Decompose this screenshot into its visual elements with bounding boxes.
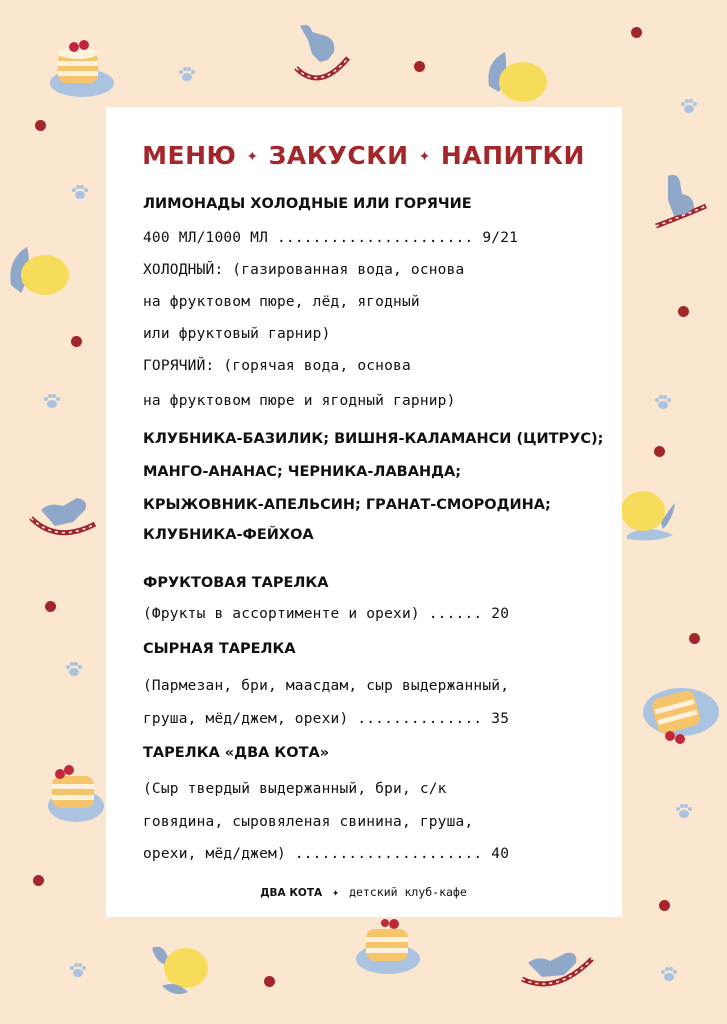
- berry-dot: [659, 900, 670, 911]
- berry-dot: [414, 61, 425, 72]
- berry-dot: [689, 633, 700, 644]
- paw-icon: [660, 966, 678, 982]
- paw-icon: [680, 98, 698, 114]
- title-snacks: ЗАКУСКИ: [268, 141, 409, 170]
- berry-dot: [71, 336, 82, 347]
- paw-icon: [675, 803, 693, 819]
- cheese-plate-description: (Пармезан, бри, маасдам, сыр выдержанный,: [143, 678, 510, 694]
- paw-icon: [178, 66, 196, 82]
- title-separator-star: ✦: [418, 149, 431, 165]
- two-cats-plate-description: орехи, мёд/джем) ..................... 40: [143, 846, 510, 862]
- berry-dot: [678, 306, 689, 317]
- berry-dot: [45, 601, 56, 612]
- cake-icon: [48, 35, 116, 100]
- lemon-icon: [617, 483, 679, 543]
- lemonade-flavors-line: КЛУБНИКА-ФЕЙХОА: [143, 527, 314, 543]
- paw-icon: [654, 394, 672, 410]
- lemonade-flavors-line: КРЫЖОВНИК-АПЕЛЬСИН; ГРАНАТ-СМОРОДИНА;: [143, 497, 551, 513]
- lemonade-flavors-line: МАНГО-АНАНАС; ЧЕРНИКА-ЛАВАНДА;: [143, 464, 462, 480]
- lemon-icon: [148, 938, 210, 1000]
- section-heading-lemonades: ЛИМОНАДЫ ХОЛОДНЫЕ ИЛИ ГОРЯЧИЕ: [143, 196, 472, 212]
- footer-tagline: детский клуб-кафе: [349, 885, 467, 899]
- lemonade-description-line: ХОЛОДНЫЙ: (газированная вода, основа: [143, 262, 465, 278]
- berry-dot: [264, 976, 275, 987]
- rocking-horse-icon: [520, 935, 594, 991]
- paw-icon: [43, 393, 61, 409]
- fruit-plate-description: (Фрукты в ассортименте и орехи) ...... 20: [143, 606, 510, 622]
- berry-dot: [35, 120, 46, 131]
- lemon-icon: [5, 243, 71, 305]
- paw-icon: [65, 661, 83, 677]
- title-menu: МЕНЮ: [142, 141, 237, 170]
- lemon-icon: [483, 48, 551, 106]
- title-drinks: НАПИТКИ: [440, 141, 585, 170]
- two-cats-plate-description: (Сыр твердый выдержанный, бри, с/к: [143, 781, 447, 797]
- rocking-horse-icon: [290, 18, 352, 90]
- two-cats-plate-description: говядина, сыровяленая свинина, груша,: [143, 814, 474, 830]
- lemonade-description-line: ГОРЯЧИЙ: (горячая вода, основа: [143, 358, 411, 374]
- lemonade-description-line: на фруктовом пюре, лёд, ягодный: [143, 294, 420, 310]
- cake-icon: [44, 756, 106, 826]
- paw-icon: [71, 184, 89, 200]
- lemonade-description-line: на фруктовом пюре и ягодный гарнир): [143, 393, 456, 409]
- lemonade-flavors-line: КЛУБНИКА-БАЗИЛИК; ВИШНЯ-КАЛАМАНСИ (ЦИТРУС);: [143, 431, 604, 447]
- rocking-horse-icon: [652, 170, 708, 240]
- cake-icon: [354, 915, 422, 977]
- berry-dot: [654, 446, 665, 457]
- footer-brand: ДВА КОТА: [260, 887, 323, 899]
- page-title: [0, 141, 727, 170]
- berry-dot: [631, 27, 642, 38]
- cake-icon: [640, 680, 722, 750]
- cheese-plate-description: груша, мёд/джем, орехи) .............. 35: [143, 711, 510, 727]
- lemonade-volume-price: 400 МЛ/1000 МЛ ...................... 9/21: [143, 230, 519, 246]
- section-heading-two-cats-plate: ТАРЕЛКА «ДВА КОТА»: [143, 745, 330, 761]
- lemonade-description-line: или фруктовый гарнир): [143, 326, 331, 342]
- title-separator-star: ✦: [246, 149, 259, 165]
- paw-icon: [69, 962, 87, 978]
- footer-separator-star: ✦: [332, 885, 340, 899]
- section-heading-cheese-plate: СЫРНАЯ ТАРЕЛКА: [143, 641, 296, 657]
- footer: [0, 885, 727, 899]
- section-heading-fruit-plate: ФРУКТОВАЯ ТАРЕЛКА: [143, 575, 329, 591]
- rocking-horse-icon: [27, 488, 97, 544]
